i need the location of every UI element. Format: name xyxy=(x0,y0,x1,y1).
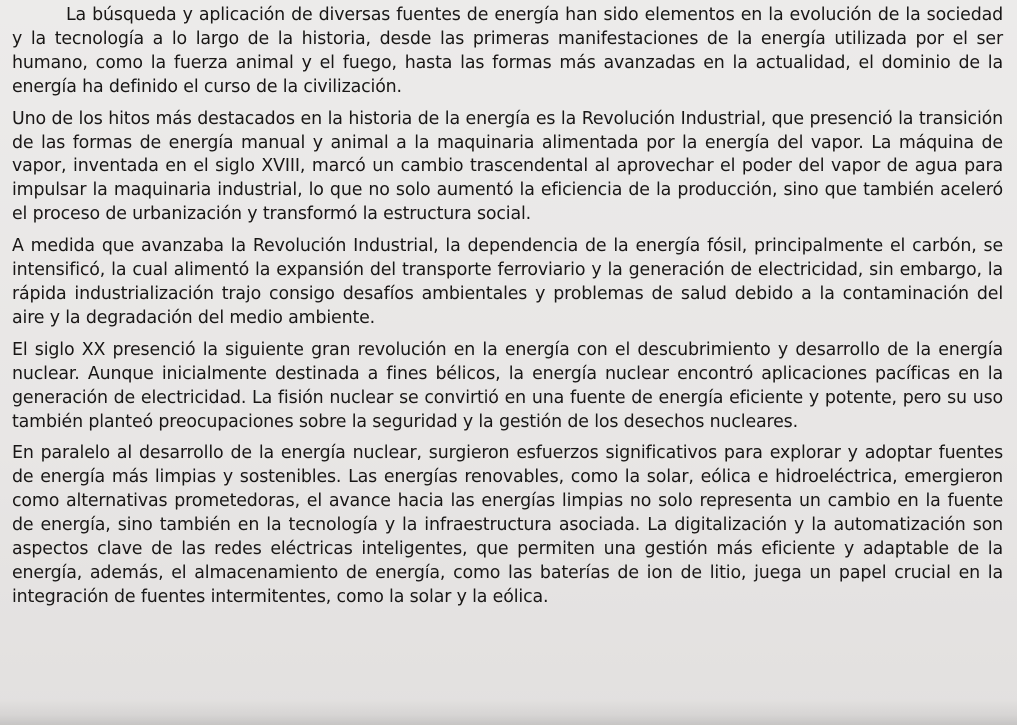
paragraph-4: El siglo XX presenció la siguiente gran revolución en la energía con el descubrimiento y desarrollo de la energía nuclear. Aunque inicialmente destinada a fines bélicos, la energía nuclear encontró aplicaciones pacíficas en la generación de electricidad. La fisión nuclear se convirtió en una fuente de energía eficiente y potente, pero su uso también planteó preocupaciones sobre la seguridad y la gestión de los desechos nucleares. xyxy=(12,339,1003,432)
page-bottom-shadow xyxy=(0,699,1017,725)
paragraph-2: Uno de los hitos más destacados en la historia de la energía es la Revolución Industrial, que presenció la transición de las formas de energía manual y animal a la maquinaria alimentada por la energía del vapor. La máquina de vapor, inventada en el siglo XVIII, marcó un cambio trascendental al aprovechar el poder del vapor de agua para impulsar la maquinaria industrial, lo que no solo aumentó la eficiencia de la producción, sino que también aceleró el proceso de urbanización y transformó la estructura social. xyxy=(12,108,1003,225)
paragraph-5: En paralelo al desarrollo de la energía nuclear, surgieron esfuerzos significativos para explorar y adoptar fuentes de energía más limpias y sostenibles. Las energías renovables, como la solar, eólica e hidroeléctrica, emergieron como alternativas prometedoras, el avance hacia las energías limpias no solo representa un cambio en la fuente de energía, sino también en la tecnología y la infraestructura asociada. La digitalización y la automatización son aspectos clave de las redes eléctricas inteligentes, que permiten una gestión más eficiente y adaptable de la energía, además, el almacenamiento de energía, como las baterías de ion de litio, juega un papel crucial en la integración de fuentes intermitentes, como la solar y la eólica. xyxy=(12,443,1003,607)
paragraph-1: La búsqueda y aplicación de diversas fuentes de energía han sido elementos en la evolución de la sociedad y la tecnología a lo largo de la historia, desde las primeras manifestaciones de la energía utilizada por el ser humano, como la fuerza animal y el fuego, hasta las formas más avanzadas en la actualidad, el dominio de la energía ha definido el curso de la civilización. xyxy=(12,5,1003,97)
paragraph-3: A medida que avanzaba la Revolución Industrial, la dependencia de la energía fósil, principalmente el carbón, se intensificó, la cual alimentó la expansión del transporte ferroviario y la generación de electricidad, sin embargo, la rápida industrialización trajo consigo desafíos ambientales y problemas de salud debido a la contaminación del aire y la degradación del medio ambiente. xyxy=(12,236,1003,328)
